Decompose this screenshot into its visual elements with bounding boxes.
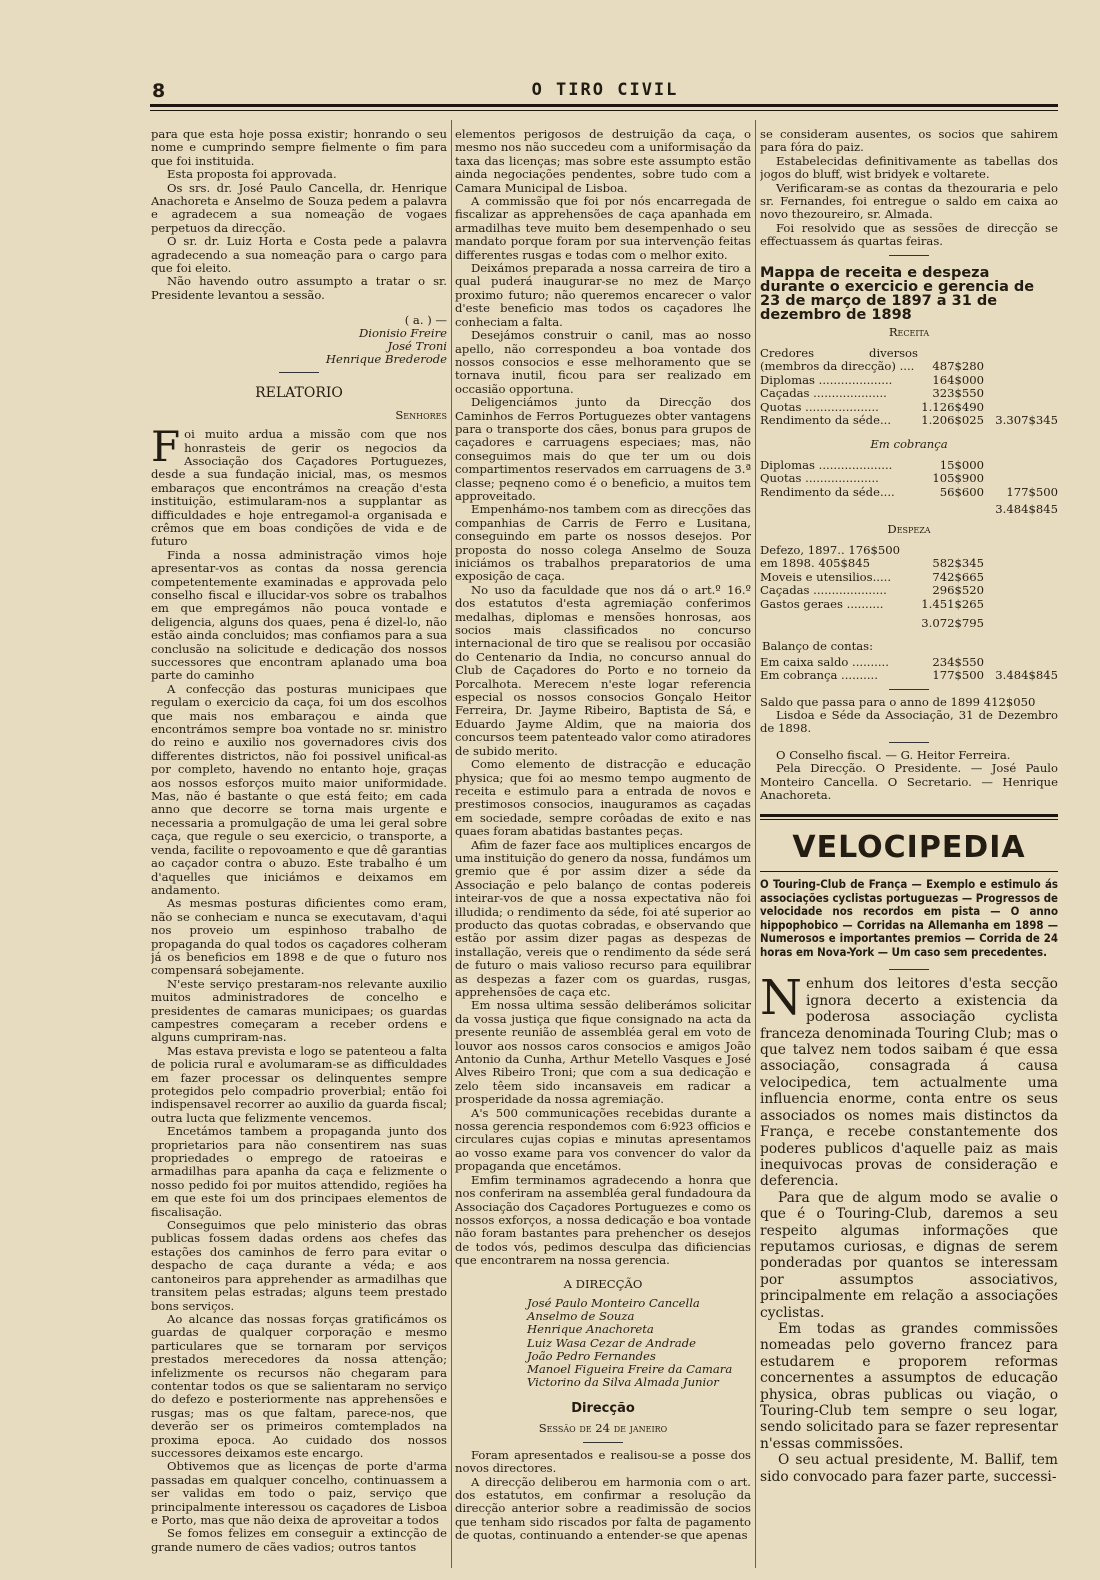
paragraph: Mas estava prevista e logo se patenteou a falta de policia rural e avolumaram-se as difficuldades em fazer processar os delinquentes sempre protegidos pelo compadrio proverbial; então foi indispensavel recorrer ao auxilio da guarda fiscal; outra lucta que felizmente vencemos. bbox=[151, 1043, 447, 1125]
signature-name: Dionisio Freire bbox=[358, 326, 447, 341]
row-label: Diplomas .................... bbox=[760, 372, 893, 387]
paragraph bbox=[151, 422, 447, 549]
paragraph: Não havendo outro assumpto a tratar o sr. Presidente levantou a sessão. bbox=[151, 274, 447, 302]
paragraph: O sr. dr. Luiz Horta e Costa pede a palavra agradecendo a sua nomeação para o cargo para que foi eleito. bbox=[151, 234, 447, 276]
row-value: 56$600 bbox=[939, 484, 984, 499]
paragraph: A direcção deliberou em harmonia com o art. dos estatutos, em confirmar a resolução da direcção anterior sobre a readimissão de socios que tenham sido riscados por falta de pagamento de quotas, continuando a entender-se que apenas bbox=[455, 1474, 751, 1543]
row-value bbox=[984, 656, 1058, 669]
row-label: Gastos geraes .......... bbox=[760, 596, 884, 611]
velocipedia-summary: O Touring-Club de França — Exemplo e estimulo ás associações cyclistas portuguezas — Progressos de velocidade nos recordos em pista — O anno hippophobico — Corridas na Allemanha em 1898 — Numerosos e importantes premios — Corrida de 24 horas em Nova-York — Um caso sem precedentes. bbox=[760, 877, 1058, 959]
director-name: Manoel Figueira Freire da Camara bbox=[527, 1361, 733, 1376]
paragraph: Pela Direcção. O Presidente. — José Paulo Monteiro Cancella. O Secretario. — Henrique Anachoreta. bbox=[760, 761, 1058, 803]
row-value: 177$500 bbox=[932, 668, 984, 683]
row-value: 3.484$845 bbox=[995, 668, 1058, 683]
row-value: 1.451$265 bbox=[921, 596, 984, 611]
paragraph bbox=[760, 970, 1058, 1190]
column-3 bbox=[760, 128, 1058, 1568]
paragraph: Como elemento de distracção e educação physica; que foi ao mesmo tempo augmento de receita e estimulo para a entrada de novos e prestimosos consocios, inauguramos as caçadas em sociedade, sempre corôadas de exito e nas quaes foram abatidas bastantes peças. bbox=[455, 757, 751, 839]
row-value: 3.307$345 bbox=[995, 413, 1058, 428]
row-label: Em cobrança .......... bbox=[760, 668, 878, 683]
row-label: Caçadas .................... bbox=[760, 386, 887, 401]
row-value: 15$000 bbox=[939, 457, 984, 472]
table-row bbox=[760, 401, 1058, 414]
row-value bbox=[984, 571, 1058, 584]
paragraph: Esta proposta foi approvada. bbox=[167, 167, 337, 182]
signature-name: Henrique Brederode bbox=[325, 352, 447, 367]
separator bbox=[279, 372, 319, 373]
paragraph: O seu actual presidente, M. Ballif, tem sido convocado para fazer parte, successi- bbox=[760, 1452, 1058, 1485]
paragraph-text: oi muito ardua a missão com que nos honrasteis de gerir os negocios da Associação dos Caçadores Portuguezes, desde a sua fundação inicial, mas, os mesmos embaraços que encontrámos na creação d'esta instituição, estimularam-nos a supplantar as difficuldades e hoje entregamol-a organisada e crêmos que em boas condições de vida e de futuro bbox=[151, 427, 447, 549]
saldo-line: Saldo que passa para o anno de 1899 412$050 bbox=[760, 694, 1036, 709]
paragraph: Ao alcance das nossas forças gratificámos os guardas de qualquer corporação e mesmo particulares que se tornaram por serviços prestados merecedores da nossa attenção; infelizmente os recursos não chegaram para contentar todos os que se salientaram no serviço do defezo e posteriormente nas apprehensões e rusgas; mas os que faltam, parece-nos, que deverão ser os primeiros comtemplados na proxima epoca. Ao cuidado dos nossos successores deixamos este encargo. bbox=[151, 1311, 447, 1460]
paragraph: para que esta hoje possa existir; honrando o seu nome e cumprindo sempre fielmente o fim para que foi instituida. bbox=[151, 128, 447, 168]
total-despeza: 3.072$795 bbox=[921, 615, 984, 630]
row-value: 177$500 bbox=[1006, 484, 1058, 499]
separator bbox=[889, 742, 929, 743]
row-label: Defezo, 1897.. 176$500 bbox=[760, 542, 900, 557]
paragraph: Verificaram-se as contas da thezouraria e pelo sr. Fernandes, foi entregue o saldo em caixa ao novo thezoureiro, sr. Almada. bbox=[760, 180, 1058, 222]
paragraph: Foram apresentados e realisou-se a posse dos novos directores. bbox=[455, 1447, 751, 1476]
paragraph: Conseguimos que pelo ministerio das obras publicas fossem dadas ordens aos chefes das estações dos caminhos de ferro para evitar o despacho de caça durante a véda; e aos cantoneiros para apprehender as armadilhas que transitem pelas estradas; alguns teem prestado bons serviços. bbox=[151, 1218, 447, 1313]
row-label: em 1898. 405$845 bbox=[760, 556, 871, 571]
row-value: 1.126$490 bbox=[921, 399, 984, 414]
section-rule-thin bbox=[760, 819, 1058, 820]
row-value bbox=[984, 459, 1058, 472]
table-row bbox=[760, 347, 1058, 374]
salutation: Senhores bbox=[395, 407, 447, 422]
column-divider bbox=[755, 120, 756, 1568]
signature-name: José Troni bbox=[387, 339, 447, 354]
row-value bbox=[984, 584, 1058, 597]
minutes-signature bbox=[151, 314, 447, 366]
accounts-map-title: Mappa de receita e despeza durante o exercicio e gerencia de 23 de março de 1897 a 31 de dezembro de 1898 bbox=[760, 264, 1035, 323]
column-divider bbox=[451, 120, 452, 1568]
row-value: 105$900 bbox=[932, 471, 984, 486]
table-row bbox=[760, 486, 1058, 499]
paragraph: A confecção das posturas municipaes que regulam o exercicio da caça, foi um dos escolhos que mais nos embaraçou e ainda que encontrámos sempre boa vontade no sr. ministro do reino e auxilio nos governadores civis dos differentes districtos, não foi possivel unifical-as por completo, havendo no entanto hoje, graças aos nossos esforços muito maior uniformidade. Mas, não é bastante o que está feito; em cada anno que decorre se torna mais urgente e necessaria a promulgação de uma lei geral sobre caça, que regule o seu exercicio, o transporte, a venda, facilite o repovoamento e que dê garantias ao caçador contra o abuzo. Este trabalho é um d'aquelles que iniciámos e deixamos em andamento. bbox=[151, 681, 447, 897]
table-row bbox=[760, 414, 1058, 427]
row-label: Diplomas .................... bbox=[760, 457, 893, 472]
director-name: João Pedro Fernandes bbox=[527, 1348, 656, 1363]
separator bbox=[583, 1442, 623, 1443]
row-label: Credores diversos (membros da direcção) .... bbox=[760, 346, 918, 374]
paragraph: Em todas as grandes commissões nomeadas pelo governo francez para estudarem e proporem reformas concernentes a assumptos de educação physica, obras publicas ou viação, o Touring-Club tem sempre o seu logar, sendo solicitado para se fazer representar n'essas commissões. bbox=[760, 1320, 1058, 1452]
paragraph: Para que de algum modo se avalie o que é o Touring-Club, daremos a seu respeito algumas informações que reputamos curiosas, e dignas de serem ponderadas por quantos se interessam por assumptos associativos, principalmente em relação a associações cyclistas. bbox=[760, 1189, 1058, 1321]
direccao-label: A DIRECÇÃO bbox=[563, 1276, 643, 1291]
paragraph: A commissão que foi por nós encarregada de fiscalizar as apprehensões de caça apanhada em armadilhas teve muito bem desempenhado o seu mandato porque foram por sua intervenção feitas differentes rusgas e todas com o melhor exito. bbox=[455, 194, 751, 262]
paragraph: Obtivemos que as licenças de porte d'arma passadas em qualquer concelho, continuassem a ser validas em todo o paiz, serviço que principalmente interessou os caçadores de Lisboa e Porto, mas que não deixa de aproveitar a todos bbox=[151, 1459, 447, 1527]
row-label: Quotas .................... bbox=[760, 399, 879, 414]
paragraph: As mesmas posturas dificientes como eram, não se conheciam e nunca se executavam, d'aqui nos proveio um espinhoso trabalho de propaganda do qual todos os caçadores colheram já os beneficios em 1898 e de que o futuro nos compensará sobejamente. bbox=[151, 896, 447, 978]
paragraph: se consideram ausentes, os socios que sahirem para fóra do paiz. bbox=[760, 128, 1058, 155]
table-row bbox=[760, 472, 1058, 485]
paragraph: Se fomos felizes em conseguir a extincção de grande numero de cães vadios; outros tantos bbox=[151, 1526, 447, 1554]
paragraph: Empenhámo-nos tambem com as direcções das companhias de Carris de Ferro e Lusitana, conseguindo em parte os nossos desejos. Por proposta do nosso colega Anselmo de Souza iniciámos os trabalhos preparatorios de uma exposição de caça. bbox=[455, 502, 751, 584]
row-label: Quotas .................... bbox=[760, 471, 879, 486]
table-row bbox=[760, 669, 1058, 682]
table-row bbox=[760, 598, 1058, 611]
paragraph: Desejámos construir o canil, mas ao nosso apello, não correspondeu a boa vontade dos nossos consocios e esse melhoramento que se tornava inutil, ficou para ser realizado em occasião opportuna. bbox=[455, 328, 751, 396]
row-label: Caçadas .................... bbox=[760, 583, 887, 598]
row-label: Rendimento da séde.... bbox=[760, 484, 895, 499]
paragraph: Lisdoa e Séde da Associação, 31 de Dezembro de 1898. bbox=[760, 708, 1058, 736]
paragraph: Afim de fazer face aos multiplices encargos de uma instituição do genero da nossa, fundámos um gremio que é por assim dizer a séde da Associação e pelo balanço de contas poderеis inteirar-vos de que a nossa expectativa não foi illudida; o rendimento da séde, foi até superior ao producto das quotas cobradas, e observando que estão por assim dizer pagas as despezas de installação, vereis que o rendimento da séde será de futuro o mais valioso recurso para equilibrar as despezas a fazer com os guardas, rusgas, apprehensões de caça etc. bbox=[455, 837, 751, 999]
row-value bbox=[918, 544, 984, 557]
section-rule-thick bbox=[760, 814, 1058, 817]
despeza-table bbox=[760, 544, 1058, 611]
table-row bbox=[760, 459, 1058, 472]
row-value bbox=[984, 544, 1058, 557]
drop-cap: F bbox=[151, 422, 181, 472]
drop-cap: N bbox=[760, 970, 802, 1027]
table-row bbox=[760, 387, 1058, 400]
receita-label: Receita bbox=[888, 324, 930, 339]
row-value: 296$520 bbox=[932, 583, 984, 598]
header-rule-thin bbox=[150, 110, 1058, 111]
paragraph: No uso da faculdade que nos dá o art.º 16.º dos estatutos d'esta agremiação conferimos medalhas, diplomas e mensões honrosas, aos socios mais classificados no concurso internacional de tiro que se realisou por occasião do Centenario da India, no concurso annual do Club de Caçadores do Porto e no torneio da Porcalhota. Merecem n'este logar referencia especial os nossos consocios Gonçalo Heitor Ferreira, Dr. Jayme Ribeiro, Baptista de Sá, e Eduardo Jayme Aldim, que na maioria dos concursos teem patenteado valor como atiradores de subido merito. bbox=[455, 582, 751, 758]
paragraph-text: enhum dos leitores d'esta secção ignora decerto a existencia da poderosa associação cyclista franceza denominada Touring Club; mas o que talvez nem todos saibam é que essa associação, consagrada á causa velocipedica, tem actualmente uma influencia enorme, conta entre os seus associados os nomes mais distinctos da França, e recebe constantemente dos poderes publicos d'aquelle paiz as mais inequivocas provas de consideração e deferencia. bbox=[760, 976, 1058, 1190]
row-value bbox=[984, 401, 1058, 414]
paragraph: Emfim terminamos agradecendo a honra que nos conferiram na assembléa geral fundadoura da Associação dos Caçadores Portuguezes e como os nossos exforços, a nossa dedicação e boa vontade não foram bastantes para prehencher os desejos de todos vós, pedimos desculpa das dificiencias que encontrarem na nossa gerencia. bbox=[455, 1172, 751, 1268]
signature-label: ( a. ) — bbox=[404, 313, 447, 328]
separator bbox=[889, 255, 929, 256]
direccao-heading: Direcção bbox=[571, 1401, 635, 1417]
row-value bbox=[984, 374, 1058, 387]
director-name: Luiz Wasa Cezar de Andrade bbox=[527, 1335, 696, 1350]
paragraph: Foi resolvido que as sessões de direcção se effectuassem ás quartas feiras. bbox=[760, 220, 1058, 249]
director-name: Henrique Anachoreta bbox=[527, 1322, 654, 1337]
paragraph: O Conselho fiscal. — G. Heitor Ferreira. bbox=[776, 747, 1011, 762]
paragraph: Os srs. dr. José Paulo Cancella, dr. Henrique Anachoreta e Anselmo de Souza pedem a palavra e agradecem a sua nomeação de vogaes perpetuos da direcção. bbox=[151, 180, 447, 235]
column-2 bbox=[455, 128, 751, 1568]
paragraph: Deixámos preparada a nossa carreira de tiro a qual puderá inaugurar-se no mez de Março proximo futuro; não queremos encarecer o valor d'este beneficio mas todos os caçadores lhe conheciam a falta. bbox=[455, 261, 751, 329]
column-1 bbox=[151, 128, 447, 1568]
header-rule-thick bbox=[150, 104, 1058, 107]
velocipedia-heading: VELOCIPEDIA bbox=[792, 830, 1026, 866]
separator bbox=[889, 969, 929, 970]
newspaper-title: O TIRO CIVIL bbox=[531, 80, 679, 100]
receita-table bbox=[760, 347, 1058, 427]
row-value: 234$550 bbox=[932, 654, 984, 669]
paragraph: N'este serviço prestaram-nos relevante auxilio muitos administradores de concelho e presidentes de camaras municipaes; os guardas campestres começaram a receber ordens e alguns cumpriram-nas. bbox=[151, 976, 447, 1045]
relatorio-heading: RELATORIO bbox=[255, 385, 343, 402]
paragraph: Em nossa ultima sessão deliberámos solicitar da vossa justiça que fique consignado na acta da presente reunião de assembléa geral em voto de louvor aos nossos caros consocios e amigos João Antonio da Cunha, Arthur Metello Vasques e José Alves Ribeiro Troni; que com a sua dedicação e zelo têem sido incansaveis em radicar a prosperidade da nossa agremiação. bbox=[455, 998, 751, 1107]
row-value bbox=[984, 387, 1058, 400]
director-name: José Paulo Monteiro Cancella bbox=[527, 1295, 700, 1310]
table-row bbox=[760, 557, 1058, 570]
table-row bbox=[760, 584, 1058, 597]
paragraph: Deligenciámos junto da Direcção dos Caminhos de Ferros Portuguezes obter vantagens para o transporte dos cães, bonus para grupos de caçadores e carruagens especiaes; mas, não conseguimos mais do que ter um ou dois compartimentos reservados em carruagens de 3.ª classe; peqneno como é o beneficio, a muitos tem approveitado. bbox=[455, 395, 751, 503]
paragraph: Encetámos tambem a propaganda junto dos proprietarios para não consentirem nas suas propriedades o emprego de ratoeiras e armadilhas para apanha da caça e felizmente o nosso pedido foi por muitos attendido, regiões ha em que este foi um dos principaes elementos de fiscalisação. bbox=[151, 1124, 447, 1219]
director-name: Victorino da Silva Almada Junior bbox=[527, 1375, 719, 1390]
director-name: Anselmo de Souza bbox=[527, 1309, 635, 1324]
paragraph: A's 500 communicações recebidas durante a nossa gerencia respondemos com 6:923 officios e circulares cujas copias e minutas apresentamos ao vosso exame para vos convencer do valor da propaganda que encetámos. bbox=[455, 1105, 751, 1174]
table-row bbox=[760, 656, 1058, 669]
row-value bbox=[984, 598, 1058, 611]
page-header bbox=[150, 80, 1060, 100]
page-number: 8 bbox=[152, 80, 166, 102]
row-label: Em caixa saldo .......... bbox=[760, 654, 889, 669]
table-row bbox=[760, 571, 1058, 584]
paragraph: elementos perigosos de destruição da caça, o mesmo nos não succedeu com a uniformisação da taxa das licenças; mas sobre este assumpto estão ainda negociações pendentes, sobre tudo com a Camara Municipal de Lisboa. bbox=[455, 128, 751, 195]
row-value bbox=[984, 557, 1058, 570]
total-receita: 3.484$845 bbox=[995, 502, 1058, 517]
row-value: 582$345 bbox=[932, 556, 984, 571]
row-value: 742$665 bbox=[932, 569, 984, 584]
paragraph: Estabelecidas definitivamente as tabellas dos jogos do bluff, wist bridyek e voltarete. bbox=[760, 153, 1058, 182]
separator bbox=[889, 689, 929, 690]
table-row bbox=[760, 374, 1058, 387]
row-value: 323$550 bbox=[932, 386, 984, 401]
session-date: Sessão de 24 de janeiro bbox=[538, 1421, 668, 1436]
despeza-label: Despeza bbox=[887, 521, 931, 536]
cobranca-label: Em cobrança bbox=[870, 436, 948, 451]
row-label: Moveis e utensilios..... bbox=[760, 569, 892, 584]
row-value bbox=[984, 347, 1058, 374]
table-row bbox=[760, 544, 1058, 557]
row-label: Rendimento da séde... bbox=[760, 413, 892, 428]
row-value bbox=[984, 472, 1058, 485]
velocipedia-body bbox=[760, 970, 1058, 1485]
direccao-signatures bbox=[455, 1297, 751, 1389]
section-rule-thin bbox=[760, 871, 1058, 872]
balanco-table bbox=[760, 656, 1058, 683]
row-value: 164$000 bbox=[932, 372, 984, 387]
row-value: 1.206$025 bbox=[921, 413, 984, 428]
paragraph: Finda a nossa administração vimos hoje apresentar-vos as contas da nossa gerencia competentemente examinadas e approvada pelo conselho fiscal e illucidar-vos sobre os trabalhos em que empregámos não pouca vontade e deligencia, alguns dos quaes, pena é dizel-lo, não estão ainda concluidos; mas confiamos para a sua conclusão na solicitude e dedicação dos nossos successores que encontram aplanado uma boa parte do caminho bbox=[151, 547, 447, 683]
cobranca-table bbox=[760, 459, 1058, 499]
balanco-label: Balanço de contas: bbox=[762, 639, 874, 654]
row-value: 487$280 bbox=[932, 359, 984, 374]
